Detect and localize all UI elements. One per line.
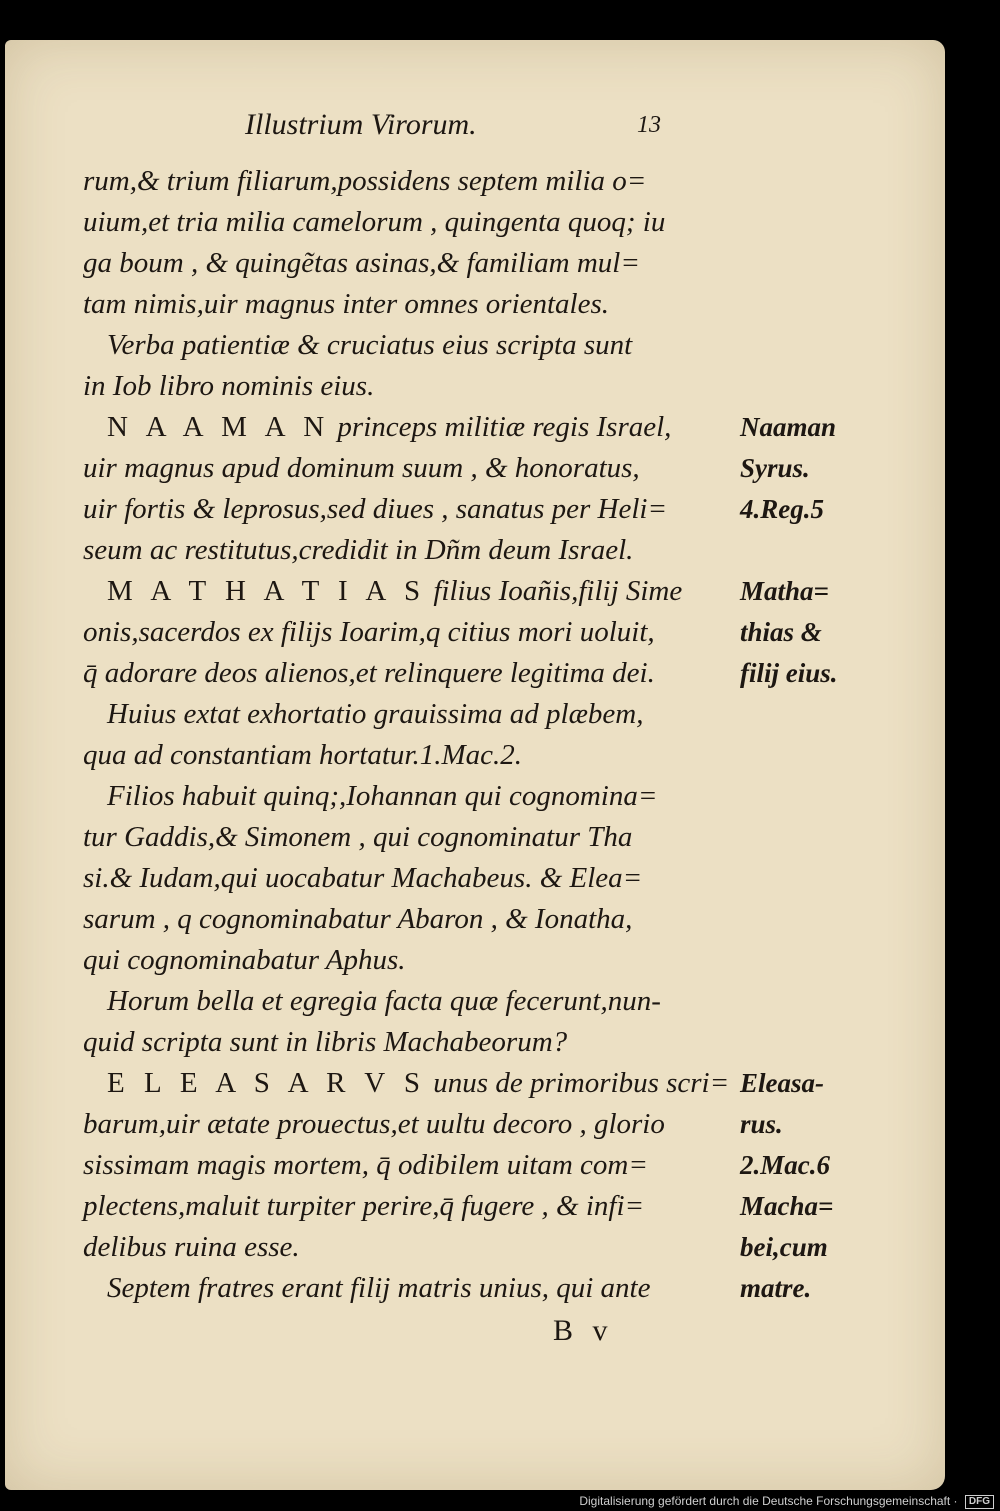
text-line: tam nimis,uir magnus inter omnes orientales. — [83, 288, 610, 320]
text-line — [107, 1064, 729, 1102]
text-line: si.& Iudam,qui uocabatur Machabeus. & Elea= — [83, 862, 643, 894]
funding-credit: Digitalisierung gefördert durch die Deutsche Forschungsgemeinschaft · DFG — [579, 1494, 994, 1509]
text-line — [107, 408, 671, 446]
text-line: uir magnus apud dominum suum , & honoratus, — [83, 452, 640, 484]
text-line: plectens,maluit turpiter perire,q̄ fugere , & infi= — [83, 1190, 645, 1222]
text-segment: filius Ioañis,filij Sime — [433, 575, 683, 607]
text-line — [107, 572, 682, 610]
running-head: Illustrium Virorum. — [245, 108, 477, 141]
text-segment: unus de primoribus scri= — [433, 1067, 730, 1099]
name-mathatias: M A T H A T I A S — [107, 575, 427, 607]
signature-mark: B v — [553, 1314, 614, 1347]
text-line: Filios habuit quinq;,Iohannan qui cognomina= — [107, 780, 658, 812]
text-line: rum,& trium filiarum,possidens septem milia o= — [83, 165, 647, 197]
margin-note: matre. — [740, 1273, 812, 1303]
text-line: barum,uir ætate prouectus,et uultu decoro , glorio — [83, 1108, 665, 1140]
text-line: Septem fratres erant filij matris unius, qui ante — [107, 1272, 651, 1304]
margin-note: Syrus. — [740, 453, 810, 483]
margin-note: Eleasa- — [740, 1068, 824, 1098]
margin-note: rus. — [740, 1109, 783, 1139]
margin-note: Naaman — [740, 412, 837, 442]
text-line: Verba patientiæ & cruciatus eius scripta sunt — [107, 329, 633, 361]
text-line: quid scripta sunt in libris Machabeorum? — [83, 1026, 568, 1058]
page-number: 13 — [637, 112, 661, 138]
text-line: qua ad constantiam hortatur.1.Mac.2. — [83, 739, 523, 771]
text-line: uir fortis & leprosus,sed diues , sanatus per Heli= — [83, 493, 668, 525]
name-naaman: N A A M A N — [107, 411, 331, 443]
margin-note: thias & — [740, 617, 822, 647]
dfg-logo: DFG — [965, 1495, 994, 1509]
margin-note: filij eius. — [740, 658, 838, 688]
margin-note: bei,cum — [740, 1232, 828, 1262]
book-page — [5, 40, 945, 1490]
text-segment: princeps militiæ regis Israel, — [337, 411, 672, 443]
margin-note: 4.Reg.5 — [740, 494, 824, 524]
funding-credit-text: Digitalisierung gefördert durch die Deutsche Forschungsgemeinschaft — [579, 1494, 951, 1509]
text-line: in Iob libro nominis eius. — [83, 370, 375, 402]
text-line: seum ac restitutus,credidit in Dñm deum Israel. — [83, 534, 634, 566]
margin-note: 2.Mac.6 — [740, 1150, 830, 1180]
text-line: tur Gaddis,& Simonem , qui cognominatur Tha — [83, 821, 633, 853]
text-line: Horum bella et egregia facta quæ fecerunt,nun- — [107, 985, 661, 1017]
text-line: q̄ adorare deos alienos,et relinquere legitima dei. — [83, 657, 655, 689]
margin-note: Macha= — [740, 1191, 834, 1221]
text-line: sarum , q cognominabatur Abaron , & Ionatha, — [83, 903, 633, 935]
text-line: qui cognominabatur Aphus. — [83, 944, 406, 976]
text-line: sissimam magis mortem, q̄ odibilem uitam com= — [83, 1149, 648, 1181]
text-line: uium,et tria milia camelorum , quingenta quoq; iu — [83, 206, 666, 238]
margin-note: Matha= — [740, 576, 829, 606]
text-line: Huius extat exhortatio grauissima ad plæbem, — [107, 698, 644, 730]
text-line: onis,sacerdos ex filijs Ioarim,q citius mori uoluit, — [83, 616, 655, 648]
text-line: ga boum , & quingẽtas asinas,& familiam mul= — [83, 247, 640, 279]
name-eleasarus: E L E A S A R V S — [107, 1067, 427, 1099]
text-line: delibus ruina esse. — [83, 1231, 300, 1263]
